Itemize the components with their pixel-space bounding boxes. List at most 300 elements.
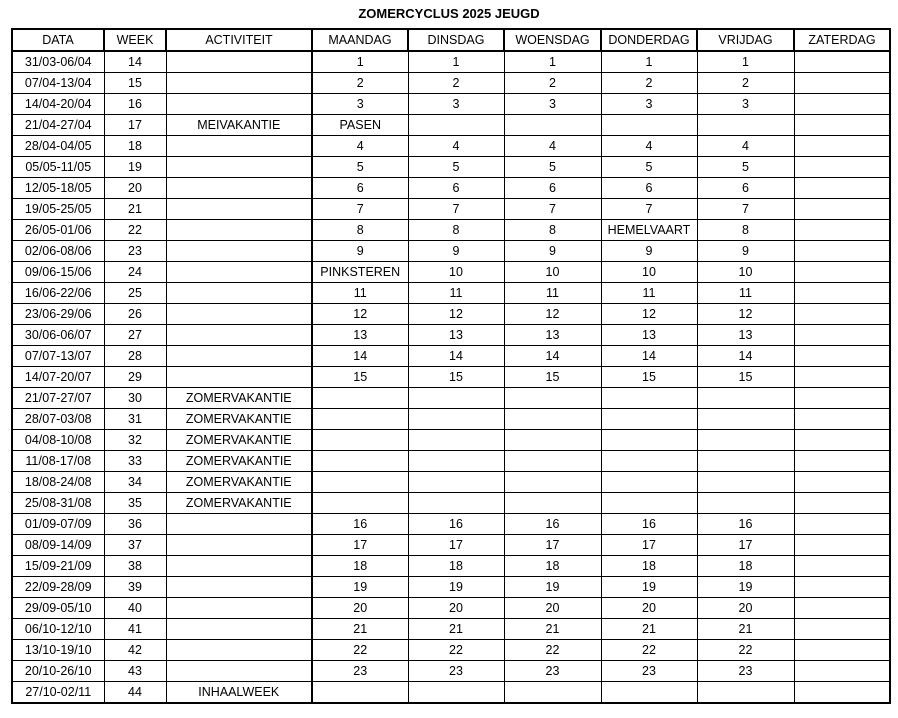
page-title: ZOMERCYCLUS 2025 JEUGD [358,6,540,21]
cell-zaterdag [794,115,890,136]
cell-maandag: 17 [312,535,408,556]
cell-zaterdag [794,640,890,661]
cell-zaterdag [794,51,890,73]
cell-activiteit [166,136,312,157]
cell-zaterdag [794,514,890,535]
cell-activiteit [166,283,312,304]
cell-data: 23/06-29/06 [12,304,104,325]
cell-activiteit [166,661,312,682]
cell-zaterdag [794,409,890,430]
cell-donderdag: 22 [601,640,697,661]
table-row [12,51,890,73]
cell-data: 05/05-11/05 [12,157,104,178]
table-row [12,640,890,661]
cell-dinsdag [408,430,504,451]
cell-activiteit: ZOMERVAKANTIE [166,388,312,409]
cell-donderdag [601,115,697,136]
cell-vrijdag: 10 [697,262,794,283]
cell-maandag: 7 [312,199,408,220]
cell-activiteit [166,325,312,346]
cell-dinsdag: 14 [408,346,504,367]
table-row [12,661,890,682]
cell-donderdag: 13 [601,325,697,346]
cell-donderdag: 5 [601,157,697,178]
cell-vrijdag: 9 [697,241,794,262]
cell-maandag: 21 [312,619,408,640]
cell-dinsdag: 16 [408,514,504,535]
cell-activiteit: ZOMERVAKANTIE [166,472,312,493]
cell-activiteit [166,535,312,556]
cell-donderdag: 14 [601,346,697,367]
cell-zaterdag [794,619,890,640]
table-row [12,598,890,619]
cell-dinsdag: 17 [408,535,504,556]
cell-data: 16/06-22/06 [12,283,104,304]
cell-zaterdag [794,493,890,514]
table-row [12,346,890,367]
cell-dinsdag [408,451,504,472]
cell-zaterdag [794,661,890,682]
cell-vrijdag [697,115,794,136]
cell-woensdag [504,430,601,451]
cell-donderdag: 20 [601,598,697,619]
cell-woensdag: 22 [504,640,601,661]
cell-maandag: 9 [312,241,408,262]
cell-vrijdag: 21 [697,619,794,640]
table-row [12,304,890,325]
cell-dinsdag: 2 [408,73,504,94]
cell-week: 24 [104,262,166,283]
cell-zaterdag [794,199,890,220]
cell-maandag [312,388,408,409]
cell-maandag: 15 [312,367,408,388]
cell-week: 33 [104,451,166,472]
cell-data: 21/07-27/07 [12,388,104,409]
table-row [12,220,890,241]
cell-maandag: PASEN [312,115,408,136]
cell-data: 31/03-06/04 [12,51,104,73]
cell-maandag: 18 [312,556,408,577]
header-row [12,29,890,51]
cell-zaterdag [794,283,890,304]
cell-zaterdag [794,682,890,704]
cell-dinsdag: 21 [408,619,504,640]
header-activiteit: ACTIVITEIT [166,29,312,51]
cell-dinsdag: 20 [408,598,504,619]
header-donderdag: DONDERDAG [601,29,697,51]
table-row [12,409,890,430]
cell-activiteit [166,514,312,535]
cell-vrijdag: 19 [697,577,794,598]
header-maandag: MAANDAG [312,29,408,51]
cell-week: 44 [104,682,166,704]
cell-data: 11/08-17/08 [12,451,104,472]
cell-activiteit [166,94,312,115]
cell-week: 18 [104,136,166,157]
cell-woensdag: 2 [504,73,601,94]
cell-dinsdag: 12 [408,304,504,325]
table-row [12,178,890,199]
table-row [12,325,890,346]
table-body [12,51,890,703]
cell-data: 25/08-31/08 [12,493,104,514]
cell-dinsdag: 22 [408,640,504,661]
cell-maandag [312,682,408,704]
cell-week: 43 [104,661,166,682]
table-row [12,514,890,535]
cell-dinsdag: 23 [408,661,504,682]
cell-woensdag [504,472,601,493]
cell-week: 22 [104,220,166,241]
cell-activiteit [166,577,312,598]
cell-activiteit [166,304,312,325]
cell-maandag: 8 [312,220,408,241]
cell-donderdag [601,451,697,472]
cell-vrijdag [697,430,794,451]
cell-week: 27 [104,325,166,346]
cell-vrijdag: 7 [697,199,794,220]
cell-zaterdag [794,157,890,178]
cell-woensdag: 5 [504,157,601,178]
cell-vrijdag: 3 [697,94,794,115]
cell-activiteit [166,640,312,661]
cell-woensdag [504,682,601,704]
cell-zaterdag [794,367,890,388]
cell-maandag: 3 [312,94,408,115]
cell-zaterdag [794,178,890,199]
cell-maandag: 14 [312,346,408,367]
cell-data: 06/10-12/10 [12,619,104,640]
cell-maandag: 6 [312,178,408,199]
cell-woensdag: 20 [504,598,601,619]
cell-week: 25 [104,283,166,304]
cell-dinsdag [408,493,504,514]
cell-zaterdag [794,136,890,157]
table-row [12,241,890,262]
cell-data: 18/08-24/08 [12,472,104,493]
cell-donderdag: 18 [601,556,697,577]
cell-vrijdag: 16 [697,514,794,535]
cell-zaterdag [794,556,890,577]
cell-maandag: 20 [312,598,408,619]
cell-vrijdag: 8 [697,220,794,241]
cell-dinsdag [408,115,504,136]
cell-donderdag: 2 [601,73,697,94]
cell-dinsdag: 7 [408,199,504,220]
cell-activiteit: INHAALWEEK [166,682,312,704]
cell-data: 28/04-04/05 [12,136,104,157]
cell-donderdag: 6 [601,178,697,199]
cell-data: 15/09-21/09 [12,556,104,577]
cell-activiteit: ZOMERVAKANTIE [166,493,312,514]
cell-data: 01/09-07/09 [12,514,104,535]
cell-week: 42 [104,640,166,661]
cell-maandag: 4 [312,136,408,157]
cell-donderdag: HEMELVAART [601,220,697,241]
cell-vrijdag: 17 [697,535,794,556]
cell-woensdag: 17 [504,535,601,556]
cell-data: 09/06-15/06 [12,262,104,283]
cell-activiteit [166,346,312,367]
cell-maandag [312,472,408,493]
cell-donderdag: 7 [601,199,697,220]
cell-woensdag [504,451,601,472]
cell-dinsdag: 10 [408,262,504,283]
cell-woensdag: 15 [504,367,601,388]
cell-dinsdag [408,388,504,409]
table-row [12,283,890,304]
table-row [12,472,890,493]
table-row [12,535,890,556]
cell-data: 19/05-25/05 [12,199,104,220]
cell-woensdag: 7 [504,199,601,220]
cell-data: 12/05-18/05 [12,178,104,199]
cell-vrijdag: 14 [697,346,794,367]
cell-zaterdag [794,346,890,367]
table-row [12,94,890,115]
table-row [12,430,890,451]
header-zaterdag: ZATERDAG [794,29,890,51]
cell-activiteit: MEIVAKANTIE [166,115,312,136]
cell-woensdag [504,493,601,514]
cell-data: 07/04-13/04 [12,73,104,94]
cell-data: 20/10-26/10 [12,661,104,682]
cell-woensdag [504,388,601,409]
cell-dinsdag: 19 [408,577,504,598]
cell-vrijdag: 2 [697,73,794,94]
cell-vrijdag [697,493,794,514]
cell-week: 31 [104,409,166,430]
cell-woensdag: 14 [504,346,601,367]
cell-data: 02/06-08/06 [12,241,104,262]
cell-week: 26 [104,304,166,325]
cell-week: 29 [104,367,166,388]
cell-maandag [312,430,408,451]
cell-data: 04/08-10/08 [12,430,104,451]
table-row [12,262,890,283]
cell-data: 22/09-28/09 [12,577,104,598]
cell-week: 20 [104,178,166,199]
cell-maandag [312,493,408,514]
cell-vrijdag: 12 [697,304,794,325]
cell-data: 14/04-20/04 [12,94,104,115]
table-row [12,577,890,598]
cell-donderdag: 10 [601,262,697,283]
cell-donderdag: 23 [601,661,697,682]
cell-vrijdag: 4 [697,136,794,157]
cell-vrijdag: 1 [697,51,794,73]
cell-woensdag: 10 [504,262,601,283]
cell-data: 30/06-06/07 [12,325,104,346]
table-row [12,619,890,640]
cell-woensdag: 12 [504,304,601,325]
cell-donderdag [601,682,697,704]
cell-activiteit [166,556,312,577]
cell-week: 17 [104,115,166,136]
cell-zaterdag [794,472,890,493]
cell-zaterdag [794,325,890,346]
cell-vrijdag: 5 [697,157,794,178]
cell-woensdag: 4 [504,136,601,157]
table-row [12,199,890,220]
cell-maandag: 12 [312,304,408,325]
table-row [12,136,890,157]
cell-dinsdag: 1 [408,51,504,73]
cell-week: 28 [104,346,166,367]
cell-zaterdag [794,94,890,115]
cell-donderdag: 11 [601,283,697,304]
cell-zaterdag [794,535,890,556]
table-row [12,451,890,472]
cell-woensdag [504,409,601,430]
cell-woensdag: 19 [504,577,601,598]
cell-data: 26/05-01/06 [12,220,104,241]
cell-vrijdag: 23 [697,661,794,682]
cell-week: 36 [104,514,166,535]
cell-activiteit [166,73,312,94]
cell-week: 38 [104,556,166,577]
cell-vrijdag: 13 [697,325,794,346]
cell-week: 16 [104,94,166,115]
cell-donderdag: 17 [601,535,697,556]
cell-data: 27/10-02/11 [12,682,104,704]
cell-dinsdag: 13 [408,325,504,346]
cell-data: 14/07-20/07 [12,367,104,388]
cell-activiteit [166,199,312,220]
cell-donderdag: 15 [601,367,697,388]
cell-woensdag: 16 [504,514,601,535]
cell-zaterdag [794,598,890,619]
cell-week: 23 [104,241,166,262]
cell-vrijdag [697,409,794,430]
cell-activiteit [166,619,312,640]
cell-activiteit [166,220,312,241]
cell-dinsdag: 18 [408,556,504,577]
cell-data: 21/04-27/04 [12,115,104,136]
cell-dinsdag: 8 [408,220,504,241]
cell-data: 28/07-03/08 [12,409,104,430]
cell-dinsdag: 11 [408,283,504,304]
cell-maandag: 2 [312,73,408,94]
cell-maandag: 5 [312,157,408,178]
cell-vrijdag: 11 [697,283,794,304]
cell-donderdag [601,472,697,493]
cell-woensdag [504,115,601,136]
cell-woensdag: 9 [504,241,601,262]
cell-donderdag: 19 [601,577,697,598]
table-row [12,115,890,136]
cell-data: 13/10-19/10 [12,640,104,661]
cell-zaterdag [794,388,890,409]
table-row [12,556,890,577]
cell-activiteit [166,598,312,619]
cell-donderdag [601,430,697,451]
cell-maandag: 1 [312,51,408,73]
cell-dinsdag: 3 [408,94,504,115]
cell-vrijdag [697,451,794,472]
cell-activiteit [166,51,312,73]
cell-week: 41 [104,619,166,640]
cell-activiteit: ZOMERVAKANTIE [166,451,312,472]
cell-week: 40 [104,598,166,619]
header-week: WEEK [104,29,166,51]
cell-week: 21 [104,199,166,220]
cell-zaterdag [794,304,890,325]
cell-dinsdag: 15 [408,367,504,388]
cell-vrijdag [697,472,794,493]
cell-zaterdag [794,577,890,598]
cell-donderdag [601,409,697,430]
cell-donderdag [601,493,697,514]
cell-donderdag: 1 [601,51,697,73]
cell-donderdag: 21 [601,619,697,640]
cell-data: 07/07-13/07 [12,346,104,367]
cell-woensdag: 6 [504,178,601,199]
cell-activiteit [166,367,312,388]
cell-woensdag: 13 [504,325,601,346]
table-row [12,388,890,409]
cell-woensdag: 11 [504,283,601,304]
table-row [12,367,890,388]
cell-dinsdag [408,472,504,493]
cell-vrijdag: 15 [697,367,794,388]
cell-activiteit [166,241,312,262]
cell-week: 39 [104,577,166,598]
cell-vrijdag: 20 [697,598,794,619]
cell-woensdag: 3 [504,94,601,115]
cell-maandag: 22 [312,640,408,661]
cell-woensdag: 18 [504,556,601,577]
cell-zaterdag [794,451,890,472]
cell-activiteit: ZOMERVAKANTIE [166,409,312,430]
cell-zaterdag [794,430,890,451]
cell-week: 35 [104,493,166,514]
cell-dinsdag: 9 [408,241,504,262]
cell-vrijdag: 18 [697,556,794,577]
cell-woensdag: 23 [504,661,601,682]
cell-maandag [312,409,408,430]
cell-dinsdag [408,682,504,704]
cell-maandag: 19 [312,577,408,598]
cell-maandag: 23 [312,661,408,682]
cell-maandag: 13 [312,325,408,346]
header-woensdag: WOENSDAG [504,29,601,51]
cell-week: 14 [104,51,166,73]
cell-zaterdag [794,73,890,94]
cell-week: 30 [104,388,166,409]
cell-donderdag: 12 [601,304,697,325]
schedule-table [11,28,891,704]
cell-data: 08/09-14/09 [12,535,104,556]
cell-dinsdag [408,409,504,430]
cell-week: 15 [104,73,166,94]
cell-week: 34 [104,472,166,493]
table-row [12,157,890,178]
cell-activiteit [166,178,312,199]
cell-donderdag: 3 [601,94,697,115]
cell-zaterdag [794,241,890,262]
cell-maandag: 16 [312,514,408,535]
cell-activiteit [166,157,312,178]
table-row [12,73,890,94]
cell-week: 37 [104,535,166,556]
cell-woensdag: 8 [504,220,601,241]
cell-week: 32 [104,430,166,451]
cell-donderdag: 16 [601,514,697,535]
header-dinsdag: DINSDAG [408,29,504,51]
cell-woensdag: 1 [504,51,601,73]
cell-maandag: 11 [312,283,408,304]
